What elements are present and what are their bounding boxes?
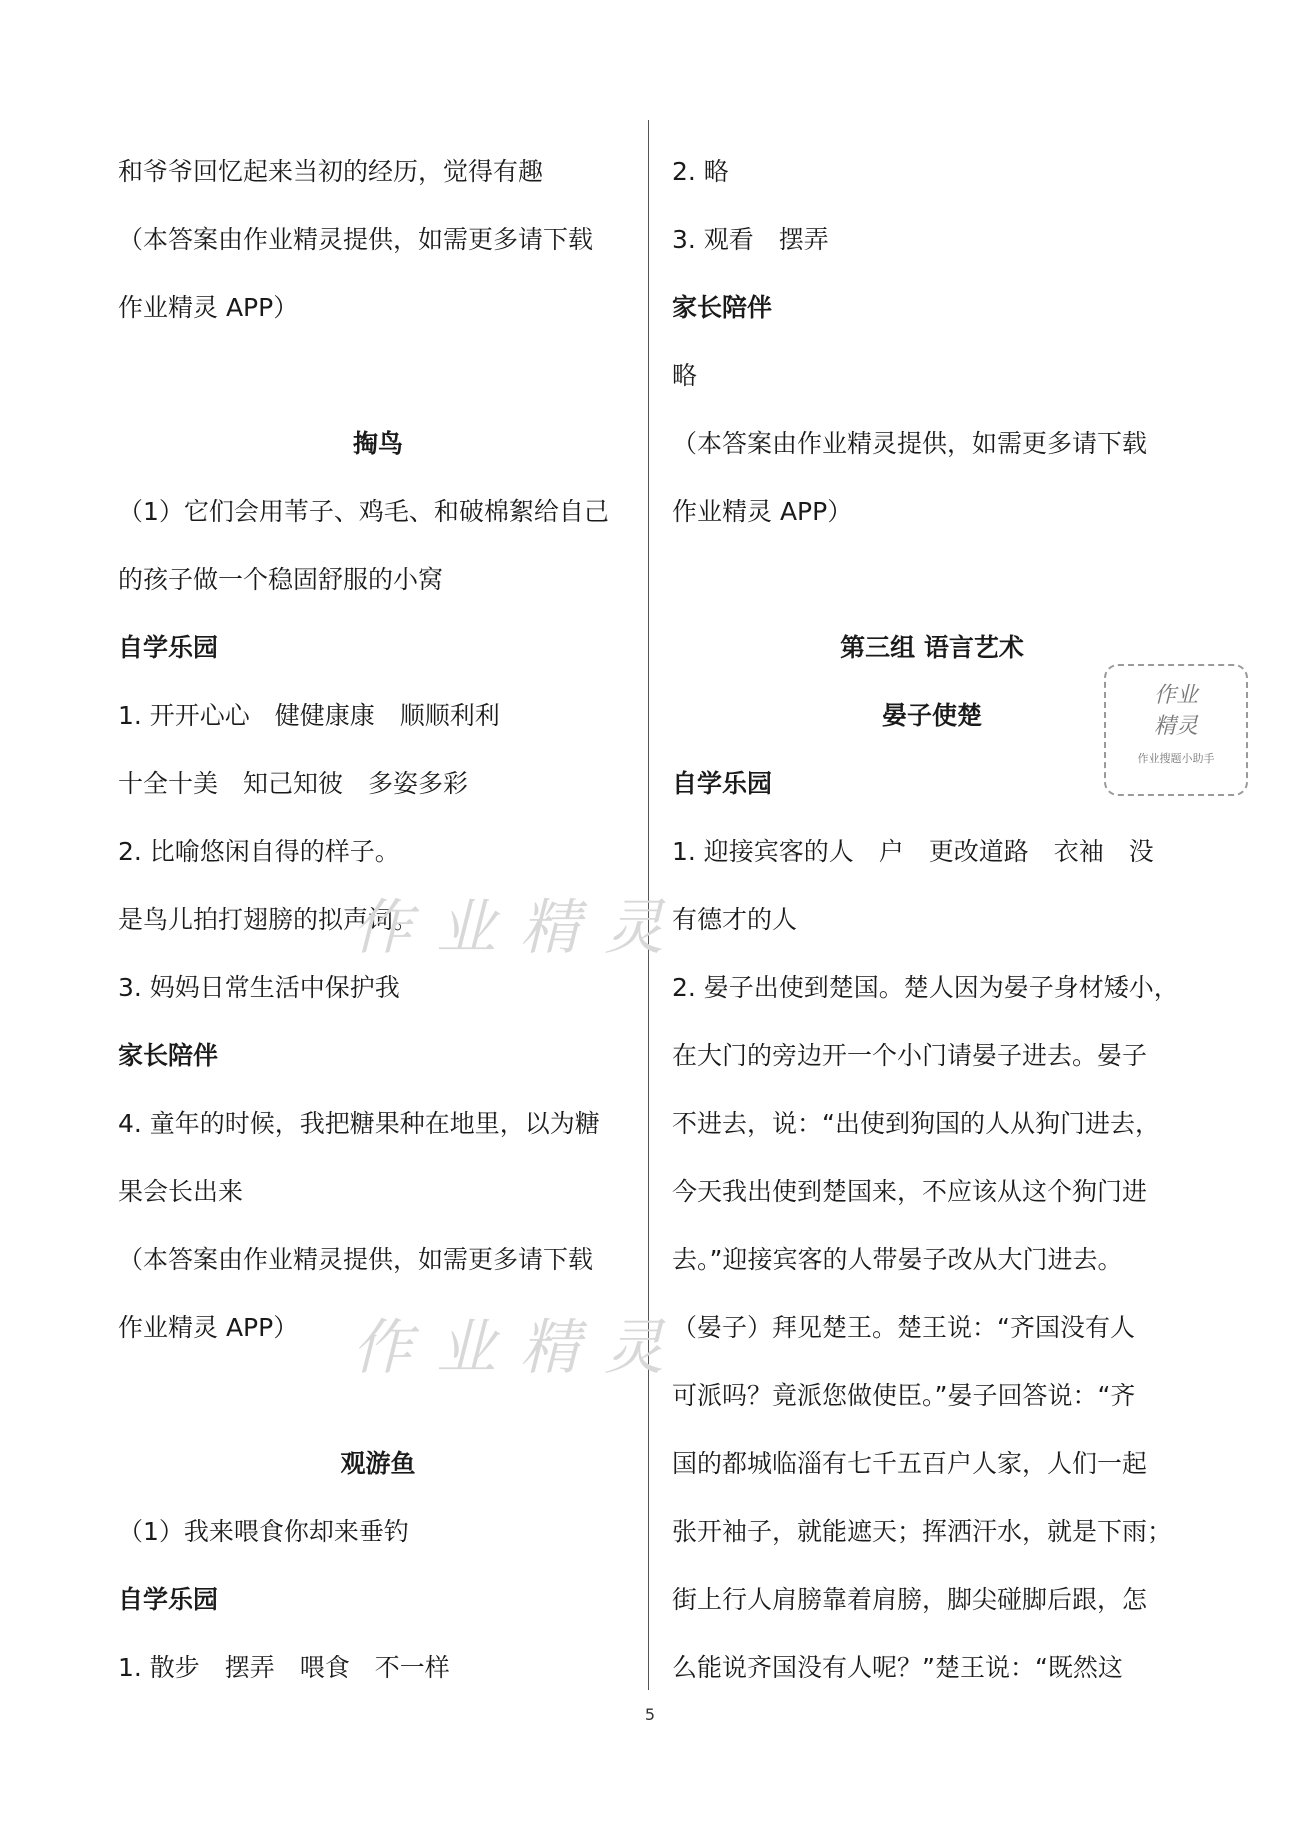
watermark: 作业精灵 xyxy=(352,1313,688,1383)
text-line: 4. 童年的时候，我把糖果种在地里，以为糖 xyxy=(118,1109,600,1138)
logo-stamp xyxy=(1104,664,1248,796)
text-line: 的孩子做一个稳固舒服的小窝 xyxy=(118,565,444,594)
watermark: 作业精灵 xyxy=(352,893,688,963)
text-line: 2. 比喻悠闲自得的样子。 xyxy=(118,837,400,866)
text-line: 略 xyxy=(672,361,698,390)
text-line: （本答案由作业精灵提供，如需更多请下载 xyxy=(118,1245,594,1274)
subsection-heading: 家长陪伴 xyxy=(118,1041,219,1070)
text-line: 2. 晏子出使到楚国。楚人因为晏子身材矮小， xyxy=(672,973,1179,1002)
text-line: 有德才的人 xyxy=(672,905,798,934)
text-line: （晏子）拜见楚王。楚王说：“齐国没有人 xyxy=(672,1313,1135,1342)
text-line: 作业精灵 APP） xyxy=(118,293,299,322)
text-line: 是鸟儿拍打翅膀的拟声词。 xyxy=(118,905,419,934)
text-line: 作业精灵 APP） xyxy=(118,1313,299,1342)
subsection-heading: 自学乐园 xyxy=(118,633,219,662)
subsection-heading: 家长陪伴 xyxy=(672,293,773,322)
text-line: 1. 开开心心 健健康康 顺顺利利 xyxy=(118,701,500,730)
stamp-text: 作业 xyxy=(1153,683,1198,708)
text-line: （本答案由作业精灵提供，如需更多请下载 xyxy=(118,225,594,254)
text-line: 今天我出使到楚国来，不应该从这个狗门进 xyxy=(672,1177,1148,1206)
page-number: 5 xyxy=(644,1705,656,1724)
text-line: 在大门的旁边开一个小门请晏子进去。晏子 xyxy=(672,1041,1148,1070)
right-column xyxy=(672,138,1192,1702)
text-line: 和爷爷回忆起来当初的经历，觉得有趣 xyxy=(118,157,544,186)
stamp-text: 精灵 xyxy=(1153,714,1198,739)
section-title: 掏鸟 xyxy=(352,429,403,458)
text-line: （1）它们会用苇子、鸡毛、和破棉絮给自己 xyxy=(118,497,609,526)
text-line: 3. 观看 摆弄 xyxy=(672,225,829,254)
text-line: 去。”迎接宾客的人带晏子改从大门进去。 xyxy=(672,1245,1123,1274)
section-title: 晏子使楚 xyxy=(881,701,982,730)
text-line: 国的都城临淄有七千五百户人家，人们一起 xyxy=(672,1449,1148,1478)
text-line: 不进去，说：“出使到狗国的人从狗门进去， xyxy=(672,1109,1160,1138)
text-line: 2. 略 xyxy=(672,157,729,186)
text-line: 么能说齐国没有人呢？”楚王说：“既然这 xyxy=(672,1653,1123,1682)
text-line: （本答案由作业精灵提供，如需更多请下载 xyxy=(672,429,1148,458)
text-line: 果会长出来 xyxy=(118,1177,244,1206)
subsection-heading: 自学乐园 xyxy=(672,769,773,798)
text-line: 作业精灵 APP） xyxy=(672,497,853,526)
text-line: 十全十美 知己知彼 多姿多彩 xyxy=(118,769,469,798)
text-line: 张开袖子，就能遮天；挥洒汗水，就是下雨； xyxy=(672,1517,1173,1546)
text-line: 3. 妈妈日常生活中保护我 xyxy=(118,973,400,1002)
text-line: 街上行人肩膀靠着肩膀，脚尖碰脚后跟，怎 xyxy=(672,1585,1148,1614)
subsection-heading: 自学乐园 xyxy=(118,1585,219,1614)
text-line: 可派吗？竟派您做使臣。”晏子回答说：“齐 xyxy=(672,1381,1136,1410)
text-line: 1. 散步 摆弄 喂食 不一样 xyxy=(118,1653,450,1682)
text-line: （1）我来喂食你却来垂钓 xyxy=(118,1517,409,1546)
stamp-text: 作业搜题小助手 xyxy=(1137,752,1215,765)
text-line: 1. 迎接宾客的人 户 更改道路 衣袖 没 xyxy=(672,837,1154,866)
section-title: 观游鱼 xyxy=(340,1449,416,1478)
group-title: 第三组 语言艺术 xyxy=(840,633,1024,662)
